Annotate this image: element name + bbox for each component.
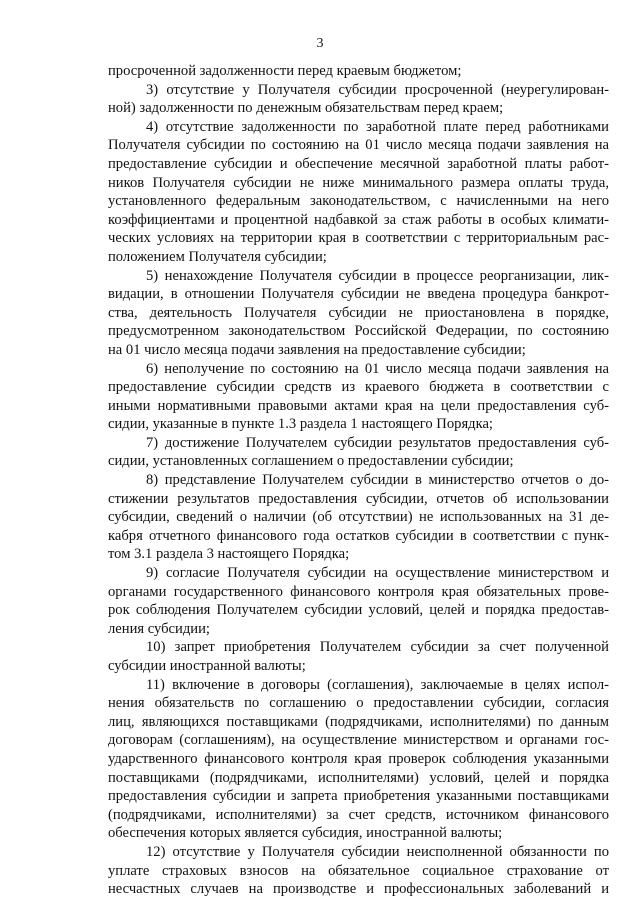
text-line: установленного федеральным законодательством, с начисленными на него [108, 193, 609, 210]
text-line: предоставление субсидии и обеспечение месячной заработной платы работ- [108, 155, 609, 172]
text-line: ударственного финансового контроля края проверок соблюдения указанными [108, 750, 609, 767]
text-line: ства, деятельность Получателя субсидии не приостановлена в порядке, [108, 304, 609, 321]
text-line: рок соблюдения Получателем субсидии условий, целей и порядка предостав- [108, 602, 609, 619]
text-line: субсидии, сведений о наличии (об отсутствии) не использованных на 31 де- [108, 509, 609, 526]
text-line: субсидии иностранной валюты; [108, 658, 306, 674]
paragraph [108, 564, 609, 638]
text-line: стижении результатов предоставления субсидии, отчетов об использовании [108, 490, 609, 507]
text-line: 9) согласие Получателя субсидии на осуществление министерством и [146, 565, 609, 582]
text-line: 8) представление Получателем субсидии в министерство отчетов о до- [146, 472, 609, 489]
paragraph [108, 118, 609, 267]
text-line: кабря отчетного финансового года остатков субсидии в соответствии с пунк- [108, 527, 609, 544]
text-line: предусмотренном законодательством Российской Федерации, по состоянию [108, 323, 609, 340]
text-line: 4) отсутствие задолженности по заработной плате перед работниками [146, 118, 609, 135]
page-number: 3 [316, 36, 324, 51]
text-line: 3) отсутствие у Получателя субсидии просроченной (неурегулирован- [146, 81, 609, 98]
text-line: Получателя субсидии по состоянию на 01 число месяца подачи заявления на [108, 137, 609, 154]
text-line: нения обязательств по соглашению о предоставлении субсидии, согласия [108, 695, 609, 712]
text-line: несчастных случаев на производстве и профессиональных заболеваний и [108, 881, 609, 898]
paragraph [108, 843, 609, 899]
text-line: ления субсидии; [108, 620, 210, 637]
text-line: уплате страховых взносов на обязательное социальное страхование от [108, 862, 609, 879]
paragraph [108, 360, 609, 434]
text-line: 12) отсутствие у Получателя субсидии неисполненной обязанности по [146, 843, 609, 860]
text-line: поставщиками (подрядчиками, исполнителями) условий, целей и порядка [108, 769, 609, 786]
text-line: ческих условиях на территории края в соответствии с территориальным рас- [108, 230, 609, 247]
text-line: 5) ненахождение Получателя субсидии в процессе реорганизации, лик- [146, 267, 609, 284]
paragraph [108, 267, 609, 360]
text-line: ной) задолженности по денежным обязательствам перед краем; [108, 100, 504, 117]
text-line: 7) достижение Получателем субсидии результатов предоставления суб- [146, 434, 609, 451]
text-line: иными нормативными правовыми актами края на цели предоставления суб- [108, 397, 609, 414]
text-line: просроченной задолженности перед краевым бюджетом; [108, 63, 462, 79]
paragraph [108, 471, 609, 564]
text-line: 11) включение в договоры (соглашения), заключаемые в целях испол- [146, 676, 609, 693]
paragraph [108, 81, 609, 118]
text-line: коэффициентами и процентной надбавкой за стаж работы в особых климати- [108, 211, 609, 228]
paragraph [108, 638, 609, 675]
paragraph [108, 676, 609, 843]
text-line: ников Получателя субсидии не ниже минимального размера оплаты труда, [108, 174, 609, 191]
paragraph [108, 62, 609, 81]
text-line: обеспечения которых является субсидия, иностранной валюты; [108, 825, 503, 842]
text-line: предоставление субсидии средств из краевого бюджета в соответствии с [108, 379, 609, 396]
text-line: (подрядчиками, исполнителями) за счет средств, источником финансового [108, 806, 609, 823]
text-line: на 01 число месяца подачи заявления на предоставление субсидии; [108, 341, 526, 358]
text-line: договорам (соглашениям), на осуществление министерством и органами гос- [108, 732, 609, 749]
text-line: 6) неполучение по состоянию на 01 число месяца подачи заявления на [146, 360, 609, 377]
text-line: сидии, указанные в пункте 1.3 раздела 1 настоящего Порядка; [108, 416, 493, 433]
paragraph [108, 434, 609, 471]
document-body [108, 62, 609, 899]
text-line: предоставления субсидии и запрета приобретения указанными поставщиками [108, 788, 609, 805]
text-line: положением Получателя субсидии; [108, 248, 327, 265]
text-line: сидии, установленных соглашением о предоставлении субсидии; [108, 453, 514, 470]
text-line: видации, в отношении Получателя субсидии не введена процедура банкрот- [108, 286, 609, 303]
text-line: органами государственного финансового контроля края обязательных прове- [108, 583, 609, 600]
text-line: 10) запрет приобретения Получателем субсидии за счет полученной [146, 639, 609, 656]
text-line: том 3.1 раздела 3 настоящего Порядка; [108, 546, 350, 563]
text-line: лиц, являющихся поставщиками (подрядчиками, исполнителями) по данным [108, 713, 609, 730]
